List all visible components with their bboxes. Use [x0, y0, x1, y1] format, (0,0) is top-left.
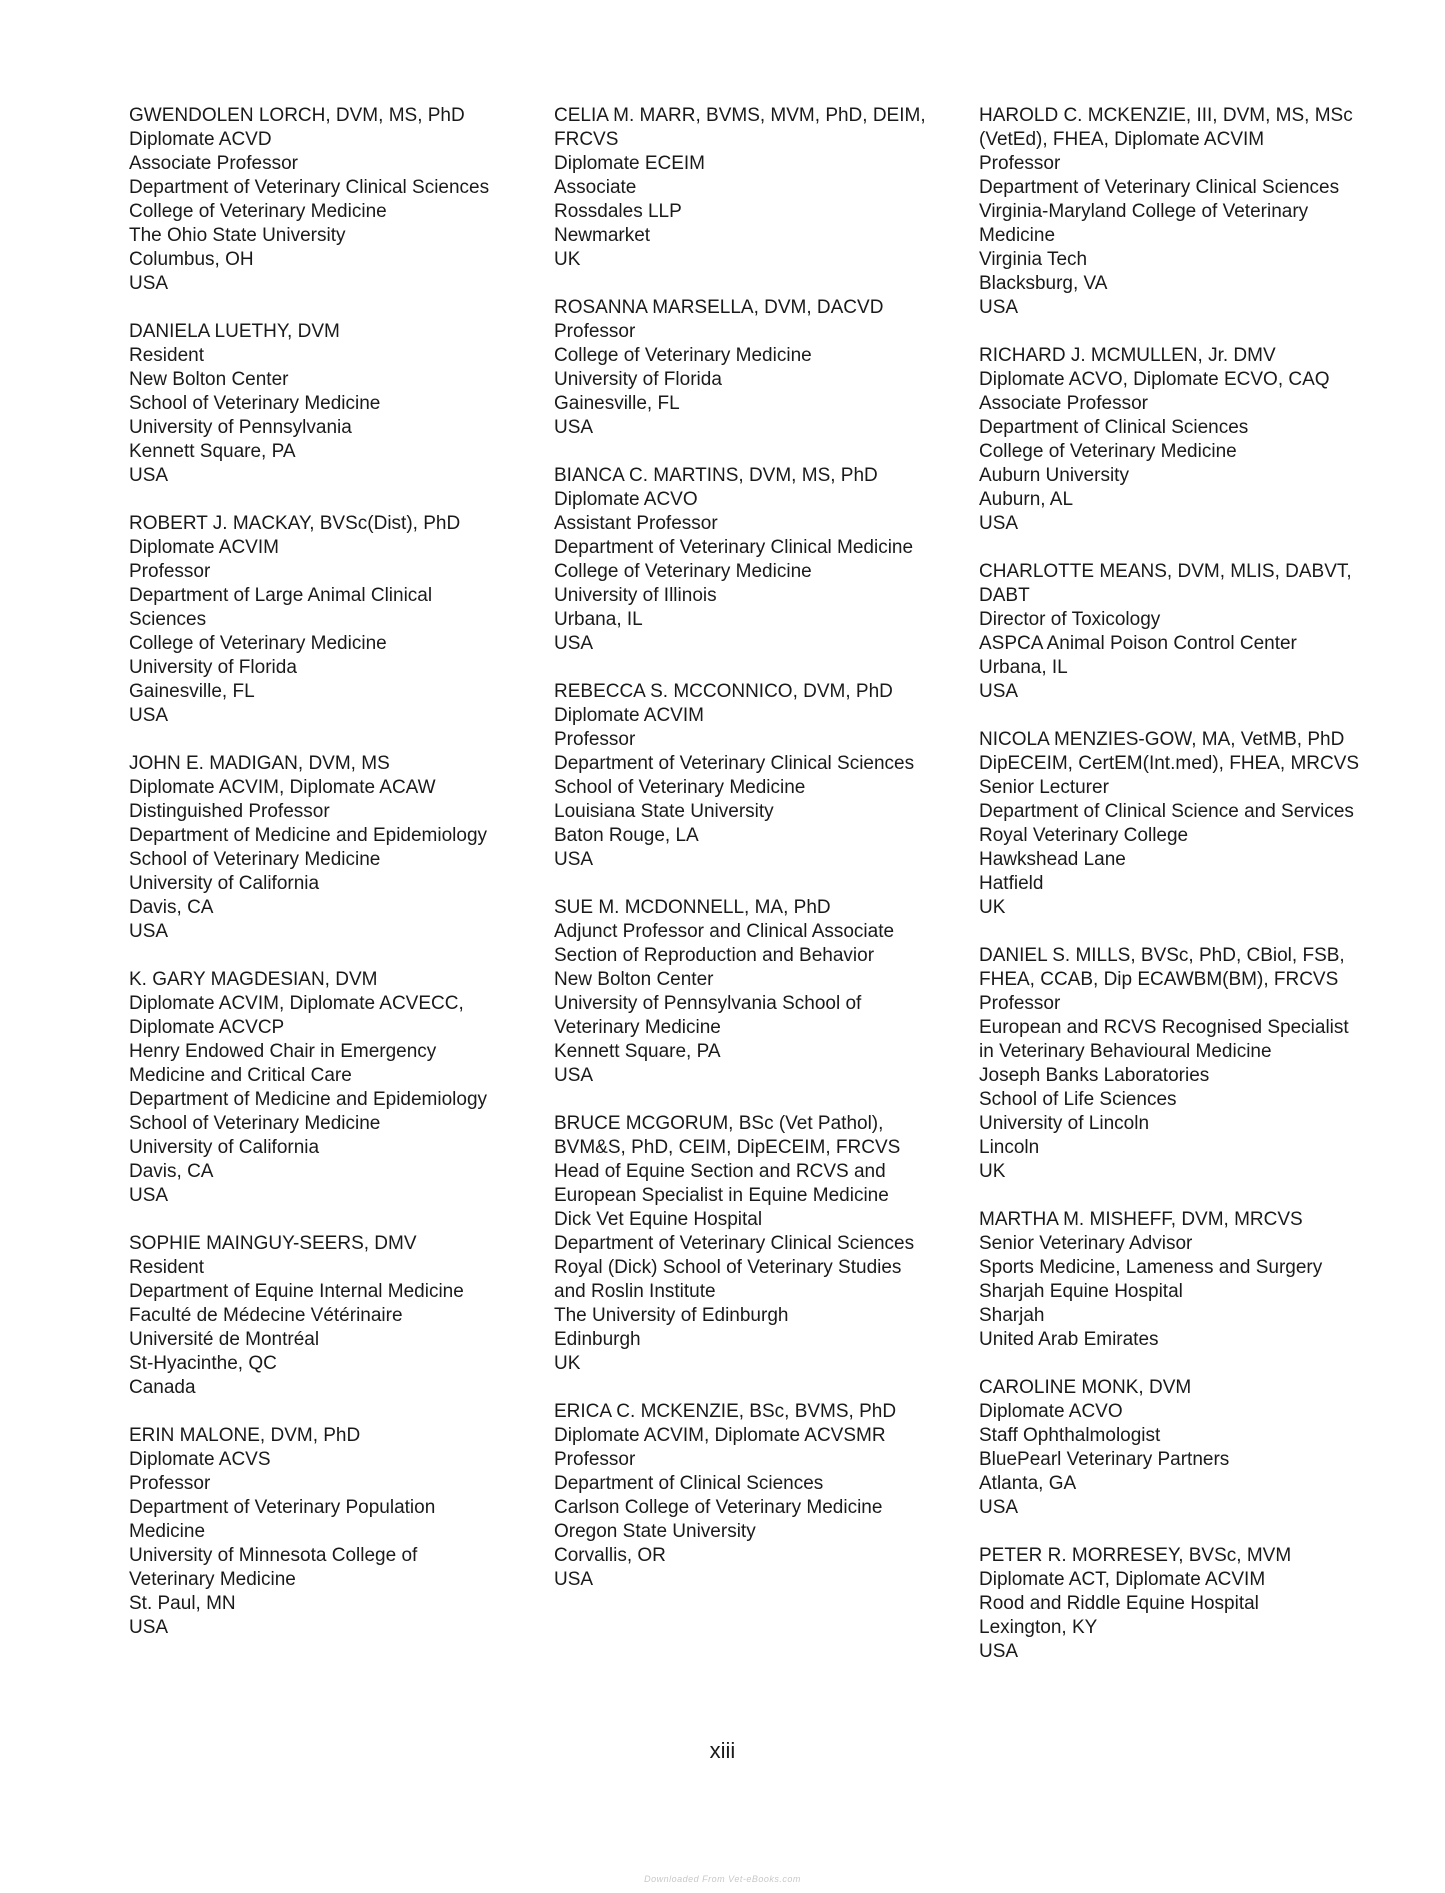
- contributor-detail: Diplomate ACVCP: [129, 1017, 285, 1038]
- contributor-detail: Department of Veterinary Clinical Sciences: [554, 753, 915, 774]
- contributor-detail: University of Pennsylvania: [129, 417, 352, 438]
- contributor-detail: School of Veterinary Medicine: [129, 849, 381, 870]
- contributor-detail: Department of Clinical Sciences: [979, 417, 1249, 438]
- contributor-detail: Diplomate ACVIM: [554, 705, 704, 726]
- contributor-entry: [979, 344, 1379, 536]
- contributor-detail: USA: [554, 849, 594, 870]
- contributor-detail: Medicine: [979, 225, 1056, 246]
- contributor-detail: Department of Medicine and Epidemiology: [129, 825, 488, 846]
- contributor-detail: and Roslin Institute: [554, 1281, 716, 1302]
- contributor-detail: USA: [554, 1569, 594, 1590]
- contributor-detail: (VetEd), FHEA, Diplomate ACVIM: [979, 129, 1265, 150]
- contributor-detail: Blacksburg, VA: [979, 273, 1108, 294]
- contributor-detail: UK: [554, 1353, 581, 1374]
- contributor-detail: Oregon State University: [554, 1521, 756, 1542]
- contributor-detail: Department of Veterinary Population: [129, 1497, 436, 1518]
- contributor-detail: Diplomate ACVIM: [129, 537, 279, 558]
- contributor-detail: Medicine and Critical Care: [129, 1065, 352, 1086]
- contributor-detail: USA: [979, 1641, 1019, 1662]
- contributor-entry: [129, 320, 529, 488]
- contributor-detail: Department of Veterinary Clinical Sciences: [979, 177, 1340, 198]
- contributor-detail: University of Minnesota College of: [129, 1545, 418, 1566]
- contributor-detail: College of Veterinary Medicine: [554, 561, 812, 582]
- contributor-detail: Henry Endowed Chair in Emergency: [129, 1041, 437, 1062]
- contributor-detail: Adjunct Professor and Clinical Associate: [554, 921, 895, 942]
- contributor-detail: USA: [554, 633, 594, 654]
- contributor-detail: Professor: [554, 1449, 636, 1470]
- contributor-detail: USA: [129, 921, 169, 942]
- contributor-name: PETER R. MORRESEY, BVSc, MVM: [979, 1545, 1292, 1566]
- contributor-name: SOPHIE MAINGUY-SEERS, DMV: [129, 1233, 417, 1254]
- contributor-detail: Diplomate ACVIM, Diplomate ACAW: [129, 777, 436, 798]
- contributor-detail: Urbana, IL: [979, 657, 1068, 678]
- contributor-detail: Medicine: [129, 1521, 206, 1542]
- contributor-detail: BVM&S, PhD, CEIM, DipECEIM, FRCVS: [554, 1137, 901, 1158]
- contributor-detail: Université de Montréal: [129, 1329, 320, 1350]
- contributor-detail: UK: [979, 897, 1006, 918]
- contributor-detail: Professor: [554, 729, 636, 750]
- contributor-detail: University of Illinois: [554, 585, 717, 606]
- contributor-detail: Department of Equine Internal Medicine: [129, 1281, 464, 1302]
- contributor-name: MARTHA M. MISHEFF, DVM, MRCVS: [979, 1209, 1303, 1230]
- contributor-detail: The University of Edinburgh: [554, 1305, 789, 1326]
- contributor-detail: USA: [129, 273, 169, 294]
- contributor-entry: [554, 680, 954, 872]
- contributor-detail: Auburn University: [979, 465, 1129, 486]
- contributor-detail: European and RCVS Recognised Specialist: [979, 1017, 1349, 1038]
- contributor-detail: Professor: [129, 561, 211, 582]
- contributor-detail: Virginia-Maryland College of Veterinary: [979, 201, 1309, 222]
- contributor-name: ERICA C. MCKENZIE, BSc, BVMS, PhD: [554, 1401, 897, 1422]
- contributor-detail: Staff Ophthalmologist: [979, 1425, 1161, 1446]
- contributor-name: JOHN E. MADIGAN, DVM, MS: [129, 753, 390, 774]
- contributor-detail: European Specialist in Equine Medicine: [554, 1185, 889, 1206]
- contributor-detail: College of Veterinary Medicine: [554, 345, 812, 366]
- contributor-detail: USA: [979, 513, 1019, 534]
- contributor-detail: United Arab Emirates: [979, 1329, 1159, 1350]
- contributor-detail: School of Veterinary Medicine: [129, 1113, 381, 1134]
- contributor-detail: Professor: [129, 1473, 211, 1494]
- contributor-entry: [979, 1376, 1379, 1520]
- contributor-detail: USA: [554, 1065, 594, 1086]
- contributor-detail: Rossdales LLP: [554, 201, 682, 222]
- contributor-detail: Department of Clinical Sciences: [554, 1473, 824, 1494]
- contributor-detail: Professor: [979, 153, 1061, 174]
- contributor-detail: Section of Reproduction and Behavior: [554, 945, 875, 966]
- contributor-detail: Diplomate ACVO: [979, 1401, 1123, 1422]
- contributor-name: SUE M. MCDONNELL, MA, PhD: [554, 897, 831, 918]
- contributor-detail: Kennett Square, PA: [554, 1041, 721, 1062]
- contributor-entry: [554, 896, 954, 1088]
- contributor-detail: New Bolton Center: [129, 369, 289, 390]
- contributor-entry: [554, 1112, 954, 1376]
- contributor-detail: University of Florida: [554, 369, 722, 390]
- contributor-detail: Baton Rouge, LA: [554, 825, 699, 846]
- contributor-detail: USA: [979, 1497, 1019, 1518]
- contributor-entry: [979, 944, 1379, 1184]
- contributor-detail: The Ohio State University: [129, 225, 346, 246]
- watermark: Downloaded From Vet-eBooks.com: [644, 1874, 801, 1884]
- contributor-entry: [129, 752, 529, 944]
- contributor-detail: Veterinary Medicine: [554, 1017, 721, 1038]
- contributor-detail: School of Veterinary Medicine: [129, 393, 381, 414]
- contributor-entry: [979, 104, 1379, 320]
- contributor-detail: Department of Clinical Science and Services: [979, 801, 1354, 822]
- contributor-detail: Carlson College of Veterinary Medicine: [554, 1497, 883, 1518]
- contributor-detail: USA: [129, 705, 169, 726]
- contributor-name: GWENDOLEN LORCH, DVM, MS, PhD: [129, 105, 465, 126]
- contributor-detail: Edinburgh: [554, 1329, 641, 1350]
- contributor-detail: Canada: [129, 1377, 196, 1398]
- contributor-detail: Director of Toxicology: [979, 609, 1161, 630]
- contributor-detail: Veterinary Medicine: [129, 1569, 296, 1590]
- contributor-detail: Auburn, AL: [979, 489, 1074, 510]
- contributor-detail: University of California: [129, 873, 320, 894]
- contributor-detail: University of Lincoln: [979, 1113, 1150, 1134]
- contributor-detail: Faculté de Médecine Vétérinaire: [129, 1305, 403, 1326]
- contributor-detail: USA: [554, 417, 594, 438]
- contributor-name: ROBERT J. MACKAY, BVSc(Dist), PhD: [129, 513, 461, 534]
- contributor-detail: Associate: [554, 177, 637, 198]
- contributor-entry: [554, 104, 954, 272]
- contributor-detail: Diplomate ACT, Diplomate ACVIM: [979, 1569, 1266, 1590]
- contributor-detail: Atlanta, GA: [979, 1473, 1077, 1494]
- contributor-detail: Distinguished Professor: [129, 801, 330, 822]
- contributor-detail: Professor: [979, 993, 1061, 1014]
- contributor-detail: USA: [129, 1185, 169, 1206]
- contributor-name: CHARLOTTE MEANS, DVM, MLIS, DABVT,: [979, 561, 1352, 582]
- contributor-detail: Head of Equine Section and RCVS and: [554, 1161, 886, 1182]
- contributor-detail: Louisiana State University: [554, 801, 774, 822]
- contributor-name: CAROLINE MONK, DVM: [979, 1377, 1192, 1398]
- contributor-detail: FRCVS: [554, 129, 619, 150]
- contributor-detail: Senior Veterinary Advisor: [979, 1233, 1193, 1254]
- contributor-detail: Diplomate ACVO: [554, 489, 698, 510]
- contributor-entry: [129, 1424, 529, 1640]
- contributor-entry: [129, 512, 529, 728]
- contributor-detail: Rood and Riddle Equine Hospital: [979, 1593, 1259, 1614]
- contributor-name: RICHARD J. MCMULLEN, Jr. DMV: [979, 345, 1276, 366]
- contributor-entry: [554, 296, 954, 440]
- contributor-detail: Gainesville, FL: [554, 393, 680, 414]
- contributor-entry: [554, 464, 954, 656]
- contributor-detail: FHEA, CCAB, Dip ECAWBM(BM), FRCVS: [979, 969, 1339, 990]
- contributor-detail: College of Veterinary Medicine: [129, 633, 387, 654]
- contributor-detail: Senior Lecturer: [979, 777, 1109, 798]
- contributor-entry: [979, 1544, 1379, 1664]
- contributor-detail: Davis, CA: [129, 1161, 214, 1182]
- column-3: [979, 104, 1379, 1688]
- contributor-detail: Hatfield: [979, 873, 1044, 894]
- column-1: [129, 104, 529, 1664]
- contributor-detail: Lexington, KY: [979, 1617, 1098, 1638]
- contributor-detail: St-Hyacinthe, QC: [129, 1353, 277, 1374]
- contributor-name: REBECCA S. MCCONNICO, DVM, PhD: [554, 681, 893, 702]
- contributor-name: ERIN MALONE, DVM, PhD: [129, 1425, 361, 1446]
- contributor-name: ROSANNA MARSELLA, DVM, DACVD: [554, 297, 884, 318]
- contributor-detail: School of Life Sciences: [979, 1089, 1177, 1110]
- contributor-detail: Diplomate ACVS: [129, 1449, 271, 1470]
- contributor-detail: Resident: [129, 1257, 204, 1278]
- contributor-detail: Sports Medicine, Lameness and Surgery: [979, 1257, 1323, 1278]
- contributor-detail: University of Florida: [129, 657, 297, 678]
- contributor-detail: Resident: [129, 345, 204, 366]
- contributor-detail: Royal (Dick) School of Veterinary Studies: [554, 1257, 902, 1278]
- contributor-detail: Joseph Banks Laboratories: [979, 1065, 1210, 1086]
- contributor-detail: DipECEIM, CertEM(Int.med), FHEA, MRCVS: [979, 753, 1360, 774]
- contributor-detail: BluePearl Veterinary Partners: [979, 1449, 1230, 1470]
- contributor-detail: in Veterinary Behavioural Medicine: [979, 1041, 1272, 1062]
- contributor-entry: [979, 728, 1379, 920]
- contributor-detail: Department of Veterinary Clinical Medicine: [554, 537, 914, 558]
- contributor-detail: Diplomate ECEIM: [554, 153, 705, 174]
- contributor-detail: USA: [979, 681, 1019, 702]
- contributor-detail: UK: [979, 1161, 1006, 1182]
- contributor-name: CELIA M. MARR, BVMS, MVM, PhD, DEIM,: [554, 105, 926, 126]
- contributor-detail: Professor: [554, 321, 636, 342]
- contributor-detail: University of Pennsylvania School of: [554, 993, 862, 1014]
- contributor-entry: [129, 1232, 529, 1400]
- contributor-detail: Department of Veterinary Clinical Sciences: [129, 177, 490, 198]
- contributor-name: K. GARY MAGDESIAN, DVM: [129, 969, 378, 990]
- contributor-detail: Sciences: [129, 609, 207, 630]
- contributor-detail: Davis, CA: [129, 897, 214, 918]
- contributor-detail: Associate Professor: [979, 393, 1148, 414]
- contributor-name: BIANCA C. MARTINS, DVM, MS, PhD: [554, 465, 878, 486]
- contributor-detail: USA: [129, 465, 169, 486]
- contributor-detail: St. Paul, MN: [129, 1593, 236, 1614]
- contributor-detail: DABT: [979, 585, 1030, 606]
- contributor-entry: [979, 1208, 1379, 1352]
- contributor-detail: Virginia Tech: [979, 249, 1088, 270]
- contributor-detail: Hawkshead Lane: [979, 849, 1126, 870]
- contributor-detail: Dick Vet Equine Hospital: [554, 1209, 763, 1230]
- contributor-detail: Newmarket: [554, 225, 651, 246]
- contributor-detail: Kennett Square, PA: [129, 441, 296, 462]
- contributor-detail: Diplomate ACVIM, Diplomate ACVECC,: [129, 993, 464, 1014]
- contributor-name: NICOLA MENZIES-GOW, MA, VetMB, PhD: [979, 729, 1345, 750]
- contributor-detail: Corvallis, OR: [554, 1545, 666, 1566]
- contributor-detail: College of Veterinary Medicine: [979, 441, 1237, 462]
- contributor-entry: [129, 104, 529, 296]
- column-2: [554, 104, 954, 1616]
- contributor-name: DANIEL S. MILLS, BVSc, PhD, CBiol, FSB,: [979, 945, 1345, 966]
- page-number: xiii: [709, 1738, 736, 1763]
- contributor-detail: Diplomate ACVD: [129, 129, 272, 150]
- contributor-detail: Department of Veterinary Clinical Sciences: [554, 1233, 915, 1254]
- contributor-name: DANIELA LUETHY, DVM: [129, 321, 340, 342]
- contributor-detail: College of Veterinary Medicine: [129, 201, 387, 222]
- contributor-detail: Department of Large Animal Clinical: [129, 585, 433, 606]
- contributor-detail: Gainesville, FL: [129, 681, 255, 702]
- contributor-detail: Royal Veterinary College: [979, 825, 1189, 846]
- contributor-detail: USA: [129, 1617, 169, 1638]
- contributor-detail: School of Veterinary Medicine: [554, 777, 806, 798]
- contributor-detail: Diplomate ACVO, Diplomate ECVO, CAQ: [979, 369, 1330, 390]
- contributor-detail: Diplomate ACVIM, Diplomate ACVSMR: [554, 1425, 886, 1446]
- contributor-detail: Sharjah Equine Hospital: [979, 1281, 1183, 1302]
- contributor-detail: New Bolton Center: [554, 969, 714, 990]
- contributor-detail: Urbana, IL: [554, 609, 643, 630]
- contributor-detail: Sharjah: [979, 1305, 1045, 1326]
- contributor-detail: Assistant Professor: [554, 513, 718, 534]
- contributor-detail: UK: [554, 249, 581, 270]
- contributor-detail: Columbus, OH: [129, 249, 254, 270]
- contributor-detail: Department of Medicine and Epidemiology: [129, 1089, 488, 1110]
- contributor-entry: [979, 560, 1379, 704]
- contributor-entry: [129, 968, 529, 1208]
- contributor-detail: Associate Professor: [129, 153, 298, 174]
- contributor-detail: Lincoln: [979, 1137, 1040, 1158]
- contributor-detail: University of California: [129, 1137, 320, 1158]
- contributor-detail: USA: [979, 297, 1019, 318]
- contributor-name: BRUCE MCGORUM, BSc (Vet Pathol),: [554, 1113, 884, 1134]
- contributor-name: HAROLD C. MCKENZIE, III, DVM, MS, MSc: [979, 105, 1353, 126]
- contributor-entry: [554, 1400, 954, 1592]
- contributor-detail: ASPCA Animal Poison Control Center: [979, 633, 1297, 654]
